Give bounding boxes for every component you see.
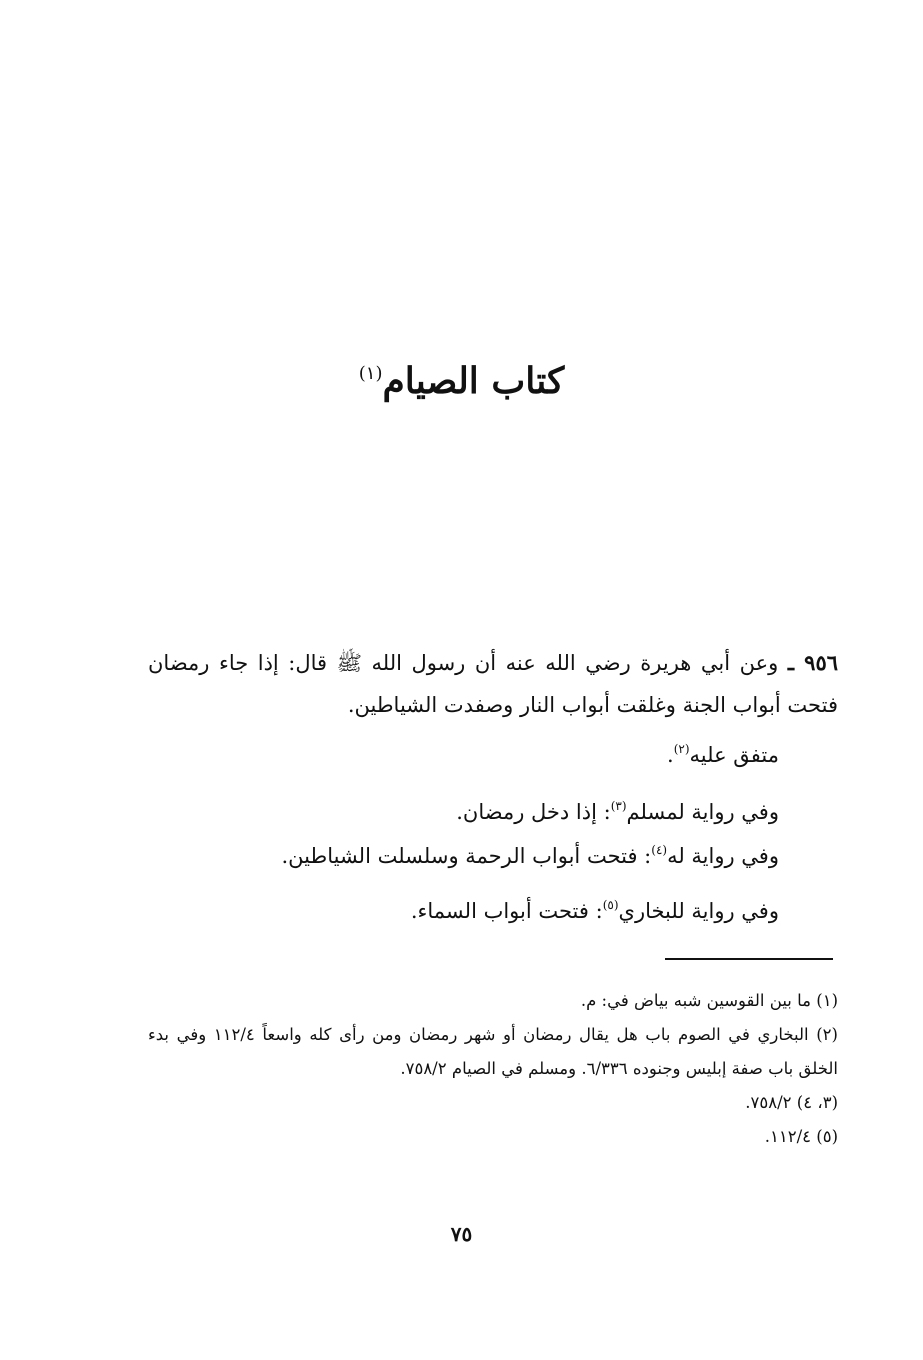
agreed-upon-end: . [667,743,674,767]
agreed-upon-line [667,742,779,767]
narration-muslim-line [456,799,779,824]
footnotes [148,984,838,1154]
narration-muslim-mark: (٣) [610,799,627,813]
hadith-paragraph [148,642,838,726]
chapter-footnote-mark: (١) [358,363,383,384]
agreed-upon-mark: (٢) [673,742,690,756]
narration-muslim-prefix: وفي رواية لمسلم [626,800,779,824]
chapter-title [0,360,923,402]
narration-bukhari-mark: (٥) [602,898,619,912]
narration-lahu-text: : فتحت أبواب الرحمة وسلسلت الشياطين. [281,844,652,868]
footnote-1: (١) ما بين القوسين شبه بياض في: م. [580,991,838,1010]
hadith-text: وعن أبي هريرة رضي الله عنه أن رسول الله ﷺ قال: إذا جاء رمضان فتحت أبواب الجنة وغلقت أبواب النار وصفدت الشياطين. [148,651,838,717]
footnote-3-4: (٣، ٤) ٧٥٨/٢. [745,1093,838,1112]
narration-muslim-text: : إذا دخل رمضان. [456,800,611,824]
narration-bukhari-text: : فتحت أبواب السماء. [410,899,603,923]
narration-lahu-line [282,843,780,868]
agreed-upon-text: متفق عليه [689,743,779,767]
narration-lahu-prefix: وفي رواية له [667,844,779,868]
chapter-title-text: كتاب الصيام [382,360,565,402]
page-number: ٧٥ [450,1222,473,1246]
footnote-5: (٥) ١١٢/٤. [764,1127,838,1146]
footnote-2: (٢) البخاري في الصوم باب هل يقال رمضان أو شهر رمضان ومن رأى كله واسعاً ١١٢/٤ وفي بدء الخلق باب صفة إبليس وجنوده ٦/٣٣٦. ومسلم في الصيام ٧٥٨/٢. [148,1025,838,1078]
narration-bukhari-prefix: وفي رواية للبخاري [618,899,779,923]
narration-lahu-mark: (٤) [651,843,668,857]
hadith-number: ٩٥٦ ـ [787,650,839,675]
narration-bukhari-line [411,898,779,923]
footnote-divider [665,958,833,960]
